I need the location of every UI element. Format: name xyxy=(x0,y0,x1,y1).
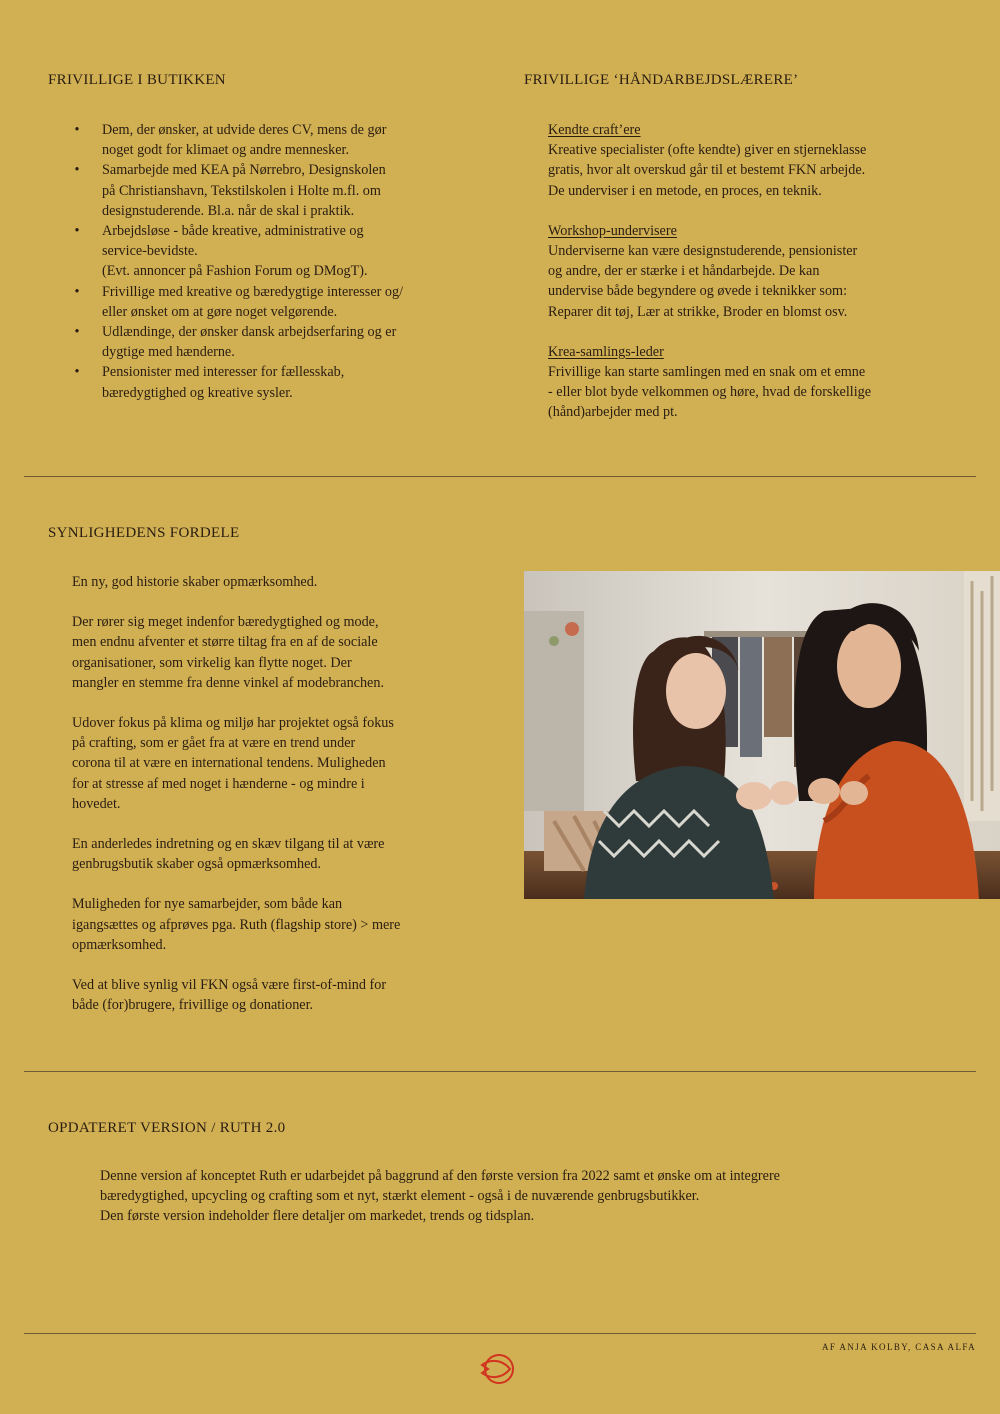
bullet-line: designstuderende. Bl.a. når de skal i praktik. xyxy=(102,202,355,219)
benefit-line: Udover fokus på klima og miljø har projektet også fokus xyxy=(72,715,394,732)
bullet-line: Samarbejde med KEA på Nørrebro, Designskolen xyxy=(102,162,386,179)
bullet-dot: • xyxy=(74,324,80,341)
bullet-line: noget godt for klimaet og andre mennesker. xyxy=(102,142,350,159)
bullet-line: Frivillige med kreative og bæredygtige interesser og/ xyxy=(102,283,404,300)
photo-women-crafting xyxy=(524,571,1000,899)
benefit-line: men endnu afventer et større tiltag fra en af de sociale xyxy=(72,634,378,651)
benefit-line: både (for)brugere, frivillige og donationer. xyxy=(72,997,314,1014)
volunteer-list xyxy=(72,120,472,403)
role-block xyxy=(548,342,988,423)
benefit-line: Muligheden for nye samarbejder, som både kan xyxy=(72,896,343,913)
role-line: Reparer dit tøj, Lær at strikke, Broder en blomst osv. xyxy=(548,303,848,320)
bullet-line: eller ønsket om at gøre noget velgørende. xyxy=(102,303,338,320)
benefit-line: mangler en stemme fra denne vinkel af modebranchen. xyxy=(72,674,384,691)
bullet-dot: • xyxy=(74,122,80,138)
benefit-paragraph xyxy=(72,894,492,955)
version-line: Denne version af konceptet Ruth er udarbejdet på baggrund af den første version fra 2022 samt et ønske om at integrere xyxy=(100,1168,780,1184)
role-title: Workshop-undervisere xyxy=(548,222,677,239)
bullet-item xyxy=(72,362,472,402)
bullet-dot: • xyxy=(74,283,80,300)
benefit-paragraph xyxy=(72,612,492,693)
role-title: Krea-samlings-leder xyxy=(548,343,664,360)
benefit-line: opmærksomhed. xyxy=(72,936,167,953)
role-line: Kreative specialister (ofte kendte) giver en stjerneklasse xyxy=(548,142,867,159)
bullet-line: på Christianshavn, Tekstilskolen i Holte m.fl. om xyxy=(102,182,381,199)
bullet-line: (Evt. annoncer på Fashion Forum og DMogT). xyxy=(102,263,368,280)
bullet-item xyxy=(72,322,472,362)
benefit-line: genbrugsbutik skaber også opmærksomhed. xyxy=(72,856,322,873)
role-block xyxy=(548,120,988,201)
bullet-item xyxy=(72,120,472,160)
heading-opdateret-version: OPDATERET VERSION / RUTH 2.0 xyxy=(48,1120,286,1136)
bullet-dot: • xyxy=(74,364,80,381)
bullet-line: Arbejdsløse - både kreative, administrative og xyxy=(102,223,364,240)
fish-circle-icon xyxy=(478,1351,520,1387)
bullet-line: Dem, der ønsker, at udvide deres CV, mens de gør xyxy=(102,122,387,138)
benefit-paragraph xyxy=(72,975,492,1015)
benefit-paragraph xyxy=(72,834,492,874)
author-credit: AF ANJA KOLBY, CASA ALFA xyxy=(821,1342,976,1352)
benefit-line: igangsættes og afprøves pga. Ruth (flagship store) > mere xyxy=(72,916,401,933)
bullet-line: bæredygtighed og kreative sysler. xyxy=(102,384,293,401)
heading-synlighedens-fordele: SYNLIGHEDENS FORDELE xyxy=(48,525,240,541)
role-line: De underviser i en metode, en proces, en teknik. xyxy=(548,182,822,199)
teacher-roles xyxy=(548,120,988,443)
bullet-dot: • xyxy=(74,223,80,240)
version-line: Den første version indeholder flere detaljer om markedet, trends og tidsplan. xyxy=(100,1208,535,1225)
heading-handarbejdslaerere: FRIVILLIGE ‘HÅNDARBEJDSLÆRERE’ xyxy=(524,72,799,88)
benefit-line: for at stresse af med noget i hænderne - og mindre i xyxy=(72,775,365,792)
bullet-line: Udlændinge, der ønsker dansk arbejdserfaring og er xyxy=(102,324,397,341)
role-line: og andre, der er stærke i et håndarbejde. De kan xyxy=(548,263,820,280)
benefits-text xyxy=(72,572,492,1035)
divider xyxy=(24,1333,976,1334)
benefit-line: En anderledes indretning og en skæv tilgang til at være xyxy=(72,836,385,853)
role-title: Kendte craft’ere xyxy=(548,122,641,138)
divider xyxy=(24,476,976,477)
bullet-dot: • xyxy=(74,162,80,179)
benefit-line: Der rører sig meget indenfor bæredygtighed og mode, xyxy=(72,614,379,631)
role-line: Underviserne kan være designstuderende, pensionister xyxy=(548,243,858,260)
version-line: bæredygtighed, upcycling og crafting som et nyt, stærkt element - også i de nuværende genbrugsbutikker. xyxy=(100,1188,700,1205)
bullet-line: dygtige med hænderne. xyxy=(102,344,235,361)
bullet-line: Pensionister med interesser for fællesskab, xyxy=(102,364,345,381)
benefit-line: Ved at blive synlig vil FKN også være first-of-mind for xyxy=(72,977,387,994)
benefit-paragraph xyxy=(72,713,492,814)
benefit-paragraph xyxy=(72,572,492,592)
role-line: - eller blot byde velkommen og høre, hvad de forskellige xyxy=(548,384,872,401)
divider xyxy=(24,1071,976,1072)
bullet-item xyxy=(72,160,472,221)
bullet-line: service-bevidste. xyxy=(102,243,198,260)
role-line: undervise både begyndere og øvede i teknikker som: xyxy=(548,283,848,300)
role-block xyxy=(548,221,988,322)
benefit-line: corona til at være en international tendens. Muligheden xyxy=(72,755,386,772)
benefit-line: hovedet. xyxy=(72,795,121,812)
role-line: (hånd)arbejder med pt. xyxy=(548,404,678,421)
benefit-line: organisationer, som virkelig kan flytte noget. Der xyxy=(72,654,352,671)
role-line: Frivillige kan starte samlingen med en snak om et emne xyxy=(548,364,866,381)
role-line: gratis, hvor alt overskud går til et bestemt FKN arbejde. xyxy=(548,162,866,179)
bullet-item xyxy=(72,282,472,322)
updated-version-text xyxy=(100,1166,980,1227)
bullet-item xyxy=(72,221,472,282)
heading-frivillige-butikken: FRIVILLIGE I BUTIKKEN xyxy=(48,72,226,88)
benefit-line: på crafting, som er gået fra at være en trend under xyxy=(72,735,356,752)
benefit-line: En ny, god historie skaber opmærksomhed. xyxy=(72,574,318,590)
